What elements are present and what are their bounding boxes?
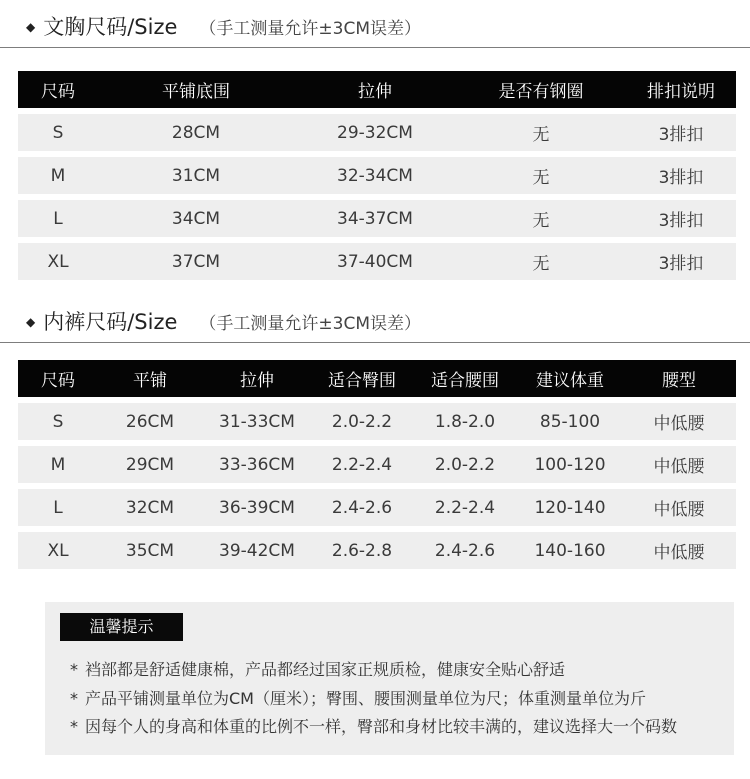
table-cell: 2.4-2.6 <box>412 532 518 569</box>
table-cell: 28CM <box>98 114 294 151</box>
table-cell: 34CM <box>98 200 294 237</box>
header-cell: 拉伸 <box>294 71 456 108</box>
table-cell: 29CM <box>98 446 202 483</box>
table-cell: 26CM <box>98 403 202 440</box>
table-cell: 2.6-2.8 <box>312 532 412 569</box>
tips-panel <box>45 602 734 755</box>
table-cell: 3排扣 <box>626 243 736 280</box>
table-cell: 33-36CM <box>202 446 312 483</box>
asterisk-icon: * <box>70 660 78 679</box>
table-cell: 37CM <box>98 243 294 280</box>
asterisk-icon: * <box>70 717 78 736</box>
bra-section-title <box>26 12 421 42</box>
table-cell: 34-37CM <box>294 200 456 237</box>
table-cell: L <box>18 489 98 526</box>
table-row <box>18 446 736 483</box>
table-cell: 31CM <box>98 157 294 194</box>
header-cell: 排扣说明 <box>626 71 736 108</box>
table-cell: 31-33CM <box>202 403 312 440</box>
table-row <box>18 403 736 440</box>
asterisk-icon: * <box>70 689 78 708</box>
diamond-bullet-icon: ◆ <box>26 20 36 34</box>
table-cell: 35CM <box>98 532 202 569</box>
header-cell: 尺码 <box>18 360 98 397</box>
bra-section-divider <box>0 47 750 48</box>
header-cell: 平铺 <box>98 360 202 397</box>
table-cell: 29-32CM <box>294 114 456 151</box>
table-row <box>18 532 736 569</box>
header-cell: 平铺底围 <box>98 71 294 108</box>
table-cell: 36-39CM <box>202 489 312 526</box>
header-cell: 适合臀围 <box>312 360 412 397</box>
table-cell: 无 <box>456 157 626 194</box>
table-cell: 2.2-2.4 <box>412 489 518 526</box>
header-cell: 是否有钢圈 <box>456 71 626 108</box>
table-cell: 3排扣 <box>626 200 736 237</box>
bra-measure-note: （手工测量允许±3CM误差） <box>199 19 422 39</box>
table-row <box>18 243 736 280</box>
table-cell: 无 <box>456 243 626 280</box>
table-cell: 中低腰 <box>622 489 736 526</box>
table-cell: 3排扣 <box>626 157 736 194</box>
table-cell: M <box>18 157 98 194</box>
table-cell: 无 <box>456 200 626 237</box>
header-cell: 拉伸 <box>202 360 312 397</box>
table-cell: L <box>18 200 98 237</box>
tip-text: 因每个人的身高和体重的比例不一样，臀部和身材比较丰满的，建议选择大一个码数 <box>85 717 678 736</box>
table-cell: XL <box>18 532 98 569</box>
tip-text: 裆部都是舒适健康棉，产品都经过国家正规质检，健康安全贴心舒适 <box>85 660 566 679</box>
table-cell: 120-140 <box>518 489 622 526</box>
table-row <box>18 157 736 194</box>
table-cell: 37-40CM <box>294 243 456 280</box>
table-cell: S <box>18 403 98 440</box>
table-cell: XL <box>18 243 98 280</box>
tip-item <box>70 657 565 680</box>
table-cell: 140-160 <box>518 532 622 569</box>
table-cell: 3排扣 <box>626 114 736 151</box>
table-row <box>18 200 736 237</box>
table-cell: 32-34CM <box>294 157 456 194</box>
panty-section-divider <box>0 342 750 343</box>
table-cell: 2.0-2.2 <box>412 446 518 483</box>
table-cell: 2.2-2.4 <box>312 446 412 483</box>
table-cell: 39-42CM <box>202 532 312 569</box>
tip-item <box>70 686 646 709</box>
table-cell: 2.4-2.6 <box>312 489 412 526</box>
tips-title: 温馨提示 <box>60 613 183 641</box>
header-cell: 建议体重 <box>518 360 622 397</box>
panty-size-table <box>18 354 736 575</box>
table-cell: 2.0-2.2 <box>312 403 412 440</box>
tip-text: 产品平铺测量单位为CM（厘米）；臀围、腰围测量单位为尺；体重测量单位为斤 <box>85 689 646 708</box>
panty-measure-note: （手工测量允许±3CM误差） <box>199 314 422 334</box>
diamond-bullet-icon: ◆ <box>26 315 36 329</box>
table-cell: 无 <box>456 114 626 151</box>
table-cell: 中低腰 <box>622 403 736 440</box>
table-header-row <box>18 360 736 397</box>
bra-title-text: 文胸尺码/Size <box>43 15 178 39</box>
table-cell: 中低腰 <box>622 446 736 483</box>
table-row <box>18 114 736 151</box>
header-cell: 尺码 <box>18 71 98 108</box>
table-cell: S <box>18 114 98 151</box>
panty-section-title <box>26 307 421 337</box>
table-cell: 中低腰 <box>622 532 736 569</box>
table-header-row <box>18 71 736 108</box>
table-cell: 100-120 <box>518 446 622 483</box>
header-cell: 适合腰围 <box>412 360 518 397</box>
header-cell: 腰型 <box>622 360 736 397</box>
table-cell: 85-100 <box>518 403 622 440</box>
table-cell: M <box>18 446 98 483</box>
tip-item <box>70 714 677 737</box>
table-row <box>18 489 736 526</box>
bra-size-table <box>18 65 736 286</box>
table-cell: 32CM <box>98 489 202 526</box>
table-cell: 1.8-2.0 <box>412 403 518 440</box>
panty-title-text: 内裤尺码/Size <box>43 310 178 334</box>
